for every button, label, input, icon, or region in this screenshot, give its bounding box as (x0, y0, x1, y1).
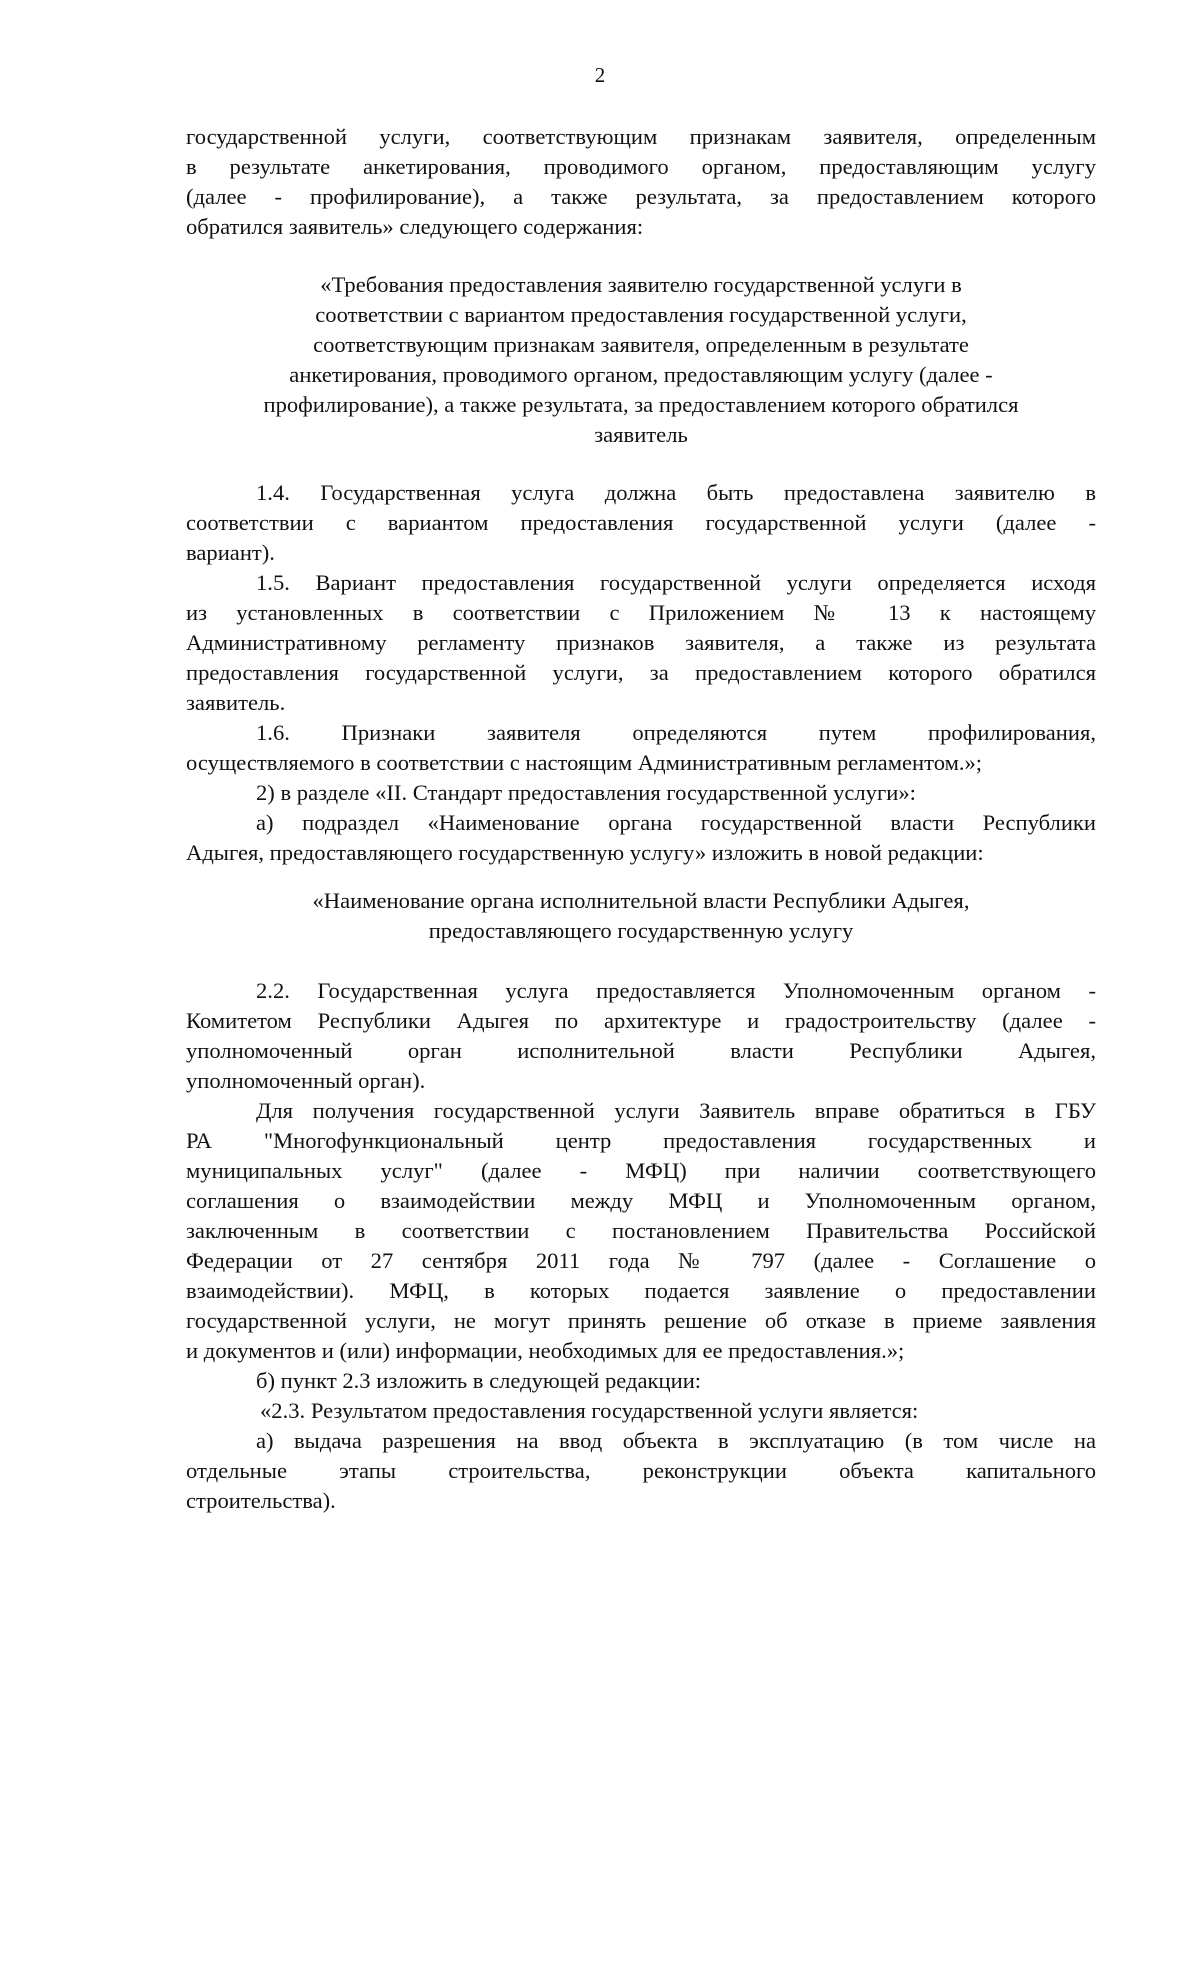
text-line: соответствии с вариантом предоставления государственной услуги (далее - (186, 510, 1096, 535)
text-line: в результате анкетирования, проводимого органом, предоставляющим услугу (186, 154, 1096, 179)
text-line: РА "Многофункциональный центр предоставления государственных и (186, 1128, 1096, 1153)
page-number: 2 (594, 63, 606, 87)
text-line: уполномоченный орган исполнительной власти Республики Адыгея, (186, 1038, 1096, 1063)
text-line: государственной услуги, соответствующим признакам заявителя, определенным (186, 124, 1096, 149)
text-line: Для получения государственной услуги Заявитель вправе обратиться в ГБУ (256, 1098, 1096, 1123)
text-line: «2.3. Результатом предоставления государственной услуги является: (260, 1398, 919, 1423)
heading-line: предоставляющего государственную услугу (428, 918, 854, 943)
text-line: и документов и (или) информации, необходимых для ее предоставления.»; (186, 1338, 905, 1363)
clause-1-6 (186, 718, 1096, 778)
heading-requirements (186, 270, 1096, 450)
paragraph-intro (186, 122, 1096, 242)
text-line: 2) в разделе «II. Стандарт предоставления государственной услуги»: (256, 780, 916, 805)
text-line: вариант). (186, 540, 275, 565)
text-line: заключенным в соответствии с постановлением Правительства Российской (186, 1218, 1096, 1243)
heading-line: соответствии с вариантом предоставления государственной услуги, (315, 302, 967, 327)
text-line: взаимодействии). МФЦ, в которых подается заявление о предоставлении (186, 1278, 1096, 1303)
text-line: осуществляемого в соответствии с настоящим Административным регламентом.»; (186, 750, 983, 775)
text-line: а) подраздел «Наименование органа государственной власти Республики (256, 810, 1096, 835)
text-line: 1.4. Государственная услуга должна быть предоставлена заявителю в (256, 480, 1096, 505)
item-2-3a (186, 1426, 1096, 1516)
heading-line: соответствующим признакам заявителя, определенным в результате (313, 332, 969, 357)
text-line: Адыгея, предоставляющего государственную услугу» изложить в новой редакции: (186, 840, 984, 865)
clause-2-2 (186, 976, 1096, 1096)
text-line: государственной услуги, не могут принять решение об отказе в приеме заявления (186, 1308, 1096, 1333)
clause-1-4 (186, 478, 1096, 568)
text-line: из установленных в соответствии с Приложением № 13 к настоящему (186, 600, 1096, 625)
item-2b (186, 1366, 1096, 1396)
text-line: строительства). (186, 1488, 336, 1513)
heading-line: «Наименование органа исполнительной власти Республики Адыгея, (312, 888, 970, 913)
text-line: б) пункт 2.3 изложить в следующей редакции: (256, 1368, 702, 1393)
clause-2-3 (186, 1396, 1096, 1426)
text-line: (далее - профилирование), а также результата, за предоставлением которого (186, 184, 1096, 209)
heading-line: «Требования предоставления заявителю государственной услуги в (320, 272, 962, 297)
heading-line: заявитель (594, 422, 688, 447)
text-line: а) выдача разрешения на ввод объекта в эксплуатацию (в том числе на (256, 1428, 1096, 1453)
text-line: Федерации от 27 сентября 2011 года № 797 (далее - Соглашение о (186, 1248, 1096, 1273)
text-line: муниципальных услуг" (далее - МФЦ) при наличии соответствующего (186, 1158, 1096, 1183)
text-line: 2.2. Государственная услуга предоставляется Уполномоченным органом - (256, 978, 1096, 1003)
text-line: 1.5. Вариант предоставления государственной услуги определяется исходя (256, 570, 1096, 595)
text-line: уполномоченный орган). (186, 1068, 426, 1093)
item-2 (186, 778, 1096, 808)
heading-line: анкетирования, проводимого органом, предоставляющим услугу (далее - (289, 362, 993, 387)
text-line: отдельные этапы строительства, реконструкции объекта капитального (186, 1458, 1096, 1483)
paragraph-mfc (186, 1096, 1096, 1366)
text-line: Комитетом Республики Адыгея по архитектуре и градостроительству (далее - (186, 1008, 1096, 1033)
text-line: заявитель. (186, 690, 286, 715)
text-line: Административному регламенту признаков заявителя, а также из результата (186, 630, 1096, 655)
heading-line: профилирование), а также результата, за предоставлением которого обратился (263, 392, 1019, 417)
text-line: обратился заявитель» следующего содержания: (186, 214, 644, 239)
text-line: 1.6. Признаки заявителя определяются путем профилирования, (256, 720, 1096, 745)
clause-1-5 (186, 568, 1096, 718)
text-line: соглашения о взаимодействии между МФЦ и Уполномоченным органом, (186, 1188, 1096, 1213)
heading-authority (186, 886, 1096, 946)
text-line: предоставления государственной услуги, за предоставлением которого обратился (186, 660, 1096, 685)
item-2a (186, 808, 1096, 868)
